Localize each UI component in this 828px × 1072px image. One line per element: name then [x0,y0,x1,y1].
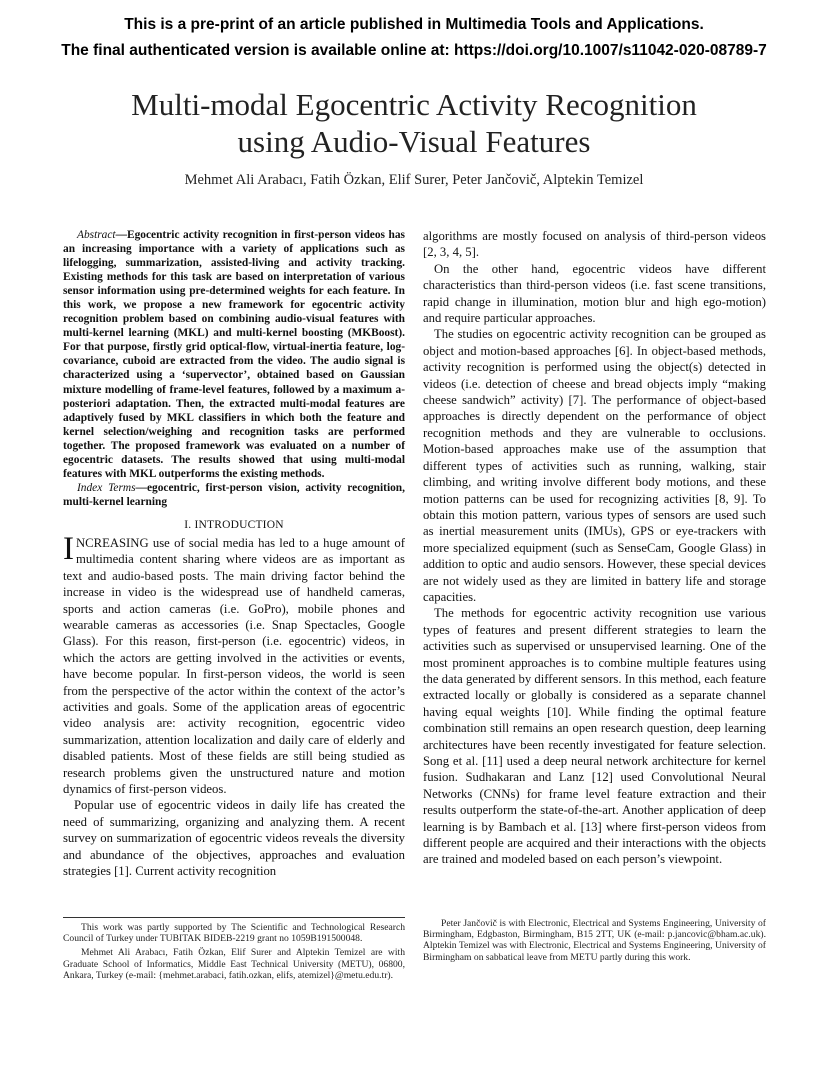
intro-paragraph-1-text: NCREASING use of social media has led to a huge amount of multimedia content sharing where videos are as important as text and audio-based posts. The main driving factor behind the increase in video is the widespread use of handheld cameras, sports and action cameras (i.e. GoPro), mobile phones and wearable cameras as accessories (i.e. Snap Spectacles, Google Glass). For this reason, first-person (i.e. egocentric) videos, in which the actors are getting involved in the activities or events, have become popular. In first-person videos, the world is seen from the perspective of the actor within the context of the actor’s activities and goals. Some of the application areas of egocentric video analysis are: activity recognition, egocentric video summarization, attention localization and daily care of elderly and disabled patients. Most of these fields are still being studied as research problems given the unstructured nature and motion dynamics of first-person videos. [63,535,405,797]
preprint-notice-line2: The final authenticated version is available online at: https://doi.org/10.1007/s11042-020-08789-7 [61,42,767,59]
title-line2: using Audio-Visual Features [237,124,591,159]
intro-paragraph-5: The methods for egocentric activity recognition use various types of features and present different strategies to learn the activities such as supervised or unsupervised learning. One of the most prominent approaches is to combine multiple features using the data generated by different sensors. In this method, each feature extracted locally or globally is considered as a separate channel having equal weights [10]. While finding the optimal feature combination still remains an open research question, deep learning architectures have been recently investigated for feature selection. Song et al. [11] used a deep neural network architecture for kernel fusion. Sudhakaran and Lanz [12] used Convolutional Neural Networks (CNNs) for frame level feature extraction and their results outperform the state-of-the-art. Another application of deep learning is by Bambach et al. [13] where first-person videos from different people are acquired and their interactions with the objects are trained and modeled based on each person’s viewpoint. [423,606,766,867]
section-heading-introduction: I. INTRODUCTION [184,518,284,531]
index-terms [63,481,405,509]
footnote-divider [63,917,405,918]
footnote-funding: This work was partly supported by The Scientific and Technological Research Council of Turkey under TUBITAK BIDEB-2219 grant no 1059B191500048. [63,922,405,945]
dropcap-letter: I [63,530,74,567]
paper-title [0,86,828,160]
footnotes-left [63,922,405,981]
author-list: Mehmet Ali Arabacı, Fatih Özkan, Elif Surer, Peter Jančovič, Alptekin Temizel [184,172,644,188]
index-terms-text: —egocentric, first-person vision, activity recognition, multi-kernel learning [63,481,405,508]
footnote-affiliation-metu: Mehmet Ali Arabacı, Fatih Özkan, Elif Surer and Alptekin Temizel are with Graduate School of Informatics, Middle East Technical University (METU), 06800, Ankara, Turkey (e-mail: {mehmet.arabaci, fatih.ozkan, elifs, atemizel}@metu.edu.tr). [63,947,405,981]
intro-paragraph-3: On the other hand, egocentric videos have different characteristics than third-person videos (i.e. fast scene transitions, rapid change in illumination, motion blur and high ego-motion) and require particular approaches. [423,261,766,326]
footnote-affiliation-birmingham: Peter Jančovič is with Electronic, Electrical and Systems Engineering, University of Birmingham, Edgbaston, Birmingham, B15 2TT, UK (e-mail: p.jancovic@bham.ac.uk). Alptekin Temizel was with Electronic, Electrical and Systems Engineering, University of Birmingham on sabbatical leave from METU partly during this work. [423,918,766,963]
title-line1: Multi-modal Egocentric Activity Recognition [131,87,697,122]
intro-paragraph-1 [63,530,405,798]
intro-paragraph-2-continued: algorithms are mostly focused on analysis of third-person videos [2, 3, 4, 5]. [423,229,766,260]
index-terms-label: Index Terms [77,481,136,494]
abstract-text: —Egocentric activity recognition in first-person videos has an increasing importance with a variety of applications such as lifelogging, summarization, assisted-living and activity tracking. Existing methods for this task are based on interpretation of various sensor information using pre-determined weights for each feature. In this work, we propose a new framework for egocentric activity recognition problem based on combining audio-visual features with multi-kernel learning (MKL) and multi-kernel boosting (MKBoost). For that purpose, firstly grid optical-flow, virtual-inertia feature, log-covariance, cuboid are extracted from the video. The audio signal is characterized using a ‘supervector’, obtained based on Gaussian mixture modelling of frame-level features, followed by a maximum a-posteriori adaptation. Then, the extracted multi-modal features are adaptively fused by MKL classifiers in which both the feature and kernel selection/weighing and recognition tasks are performed together. The proposed framework was evaluated on a number of egocentric datasets. The results showed that using multi-modal features with MKL outperforms the existing methods. [63,229,405,480]
intro-paragraph-2: Popular use of egocentric videos in daily life has created the need of summarizing, organizing and analyzing them. A recent survey on summarization of egocentric videos reveals the diversity and abundance of the objectives, approaches and evaluation strategies [1]. Current activity recognition [63,798,405,879]
intro-paragraph-4: The studies on egocentric activity recognition can be grouped as object and motion-based approaches [6]. In object-based methods, activity recognition is performed using the object(s) detected in videos (i.e. detection of cheese and bread objects imply “making cheese sandwich” activity) [7]. The performance of object-based approaches is directly dependent on the performance of object recognition methods and they are vulnerable to occlusions. Motion-based approaches make use of the assumption that different types of activities such as running, walking, stair climbing, and writing involve different body motions, and these motion patterns can be used for recognizing activities [8, 9]. To obtain this motion pattern, various types of sensors are used such as inertial measurement units (IMUs), GPS or eye-trackers with more specialized equipment (such as SenseCam, Google Glass) in addition to optic and audio sensors. However, these special devices are not widely used as they are limited in battery life and storage capacities. [423,327,766,604]
footnotes-right [423,918,766,963]
abstract-label: Abstract [77,229,116,241]
left-column [63,228,405,879]
right-column [423,228,766,868]
abstract [63,228,405,481]
preprint-notice-line1: This is a pre-print of an article published in Multimedia Tools and Applications. [124,16,704,33]
